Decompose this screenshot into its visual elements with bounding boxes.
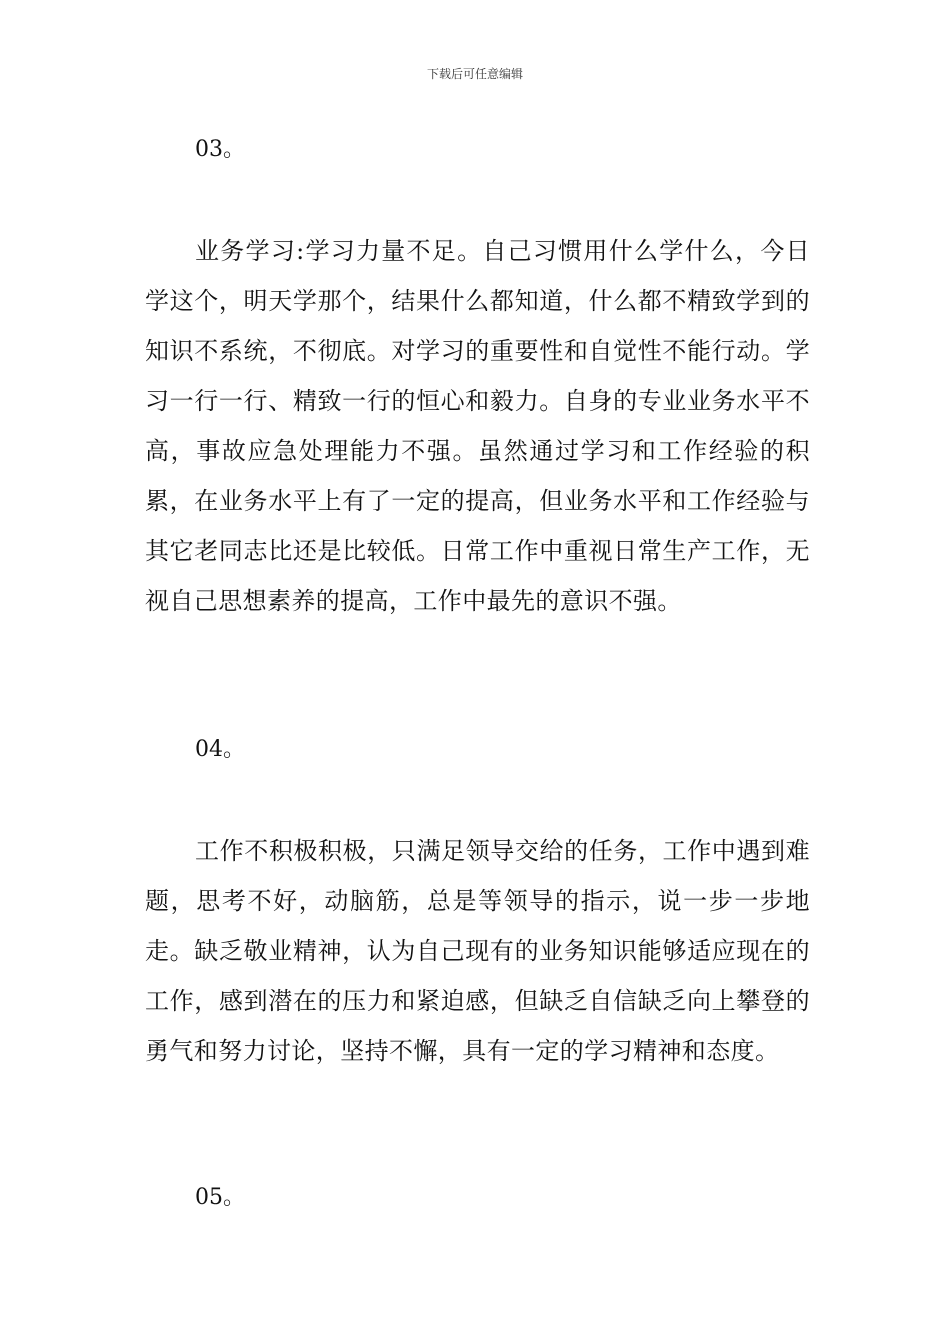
section-paragraph-03: 业务学习:学习力量不足。自己习惯用什么学什么，今日学这个，明天学那个，结果什么都知道，什么都不精致学到的知识不系统，不彻底。对学习的重要性和自觉性不能行动。学习一行一行、精致一行的恒心和毅力。自身的专业业务水平不高，事故应急处理能力不强。虽然通过学习和工作经验的积累，在业务水平上有了一定的提高，但业务水平和工作经验与其它老同志比还是比较低。日常工作中重视日常生产工作，无视自己思想素养的提高，工作中最先的意识不强。 [145, 237, 810, 615]
page-header: 下载后可任意编辑 [426, 67, 523, 81]
section-number-03: 03。 [195, 137, 245, 162]
section-paragraph-04: 工作不积极积极，只满足领导交给的任务，工作中遇到难题，思考不好，动脑筋，总是等领导的指示，说一步一步地走。缺乏敬业精神，认为自己现有的业务知识能够适应现在的工作，感到潜在的压力和紧迫感，但缺乏自信缺乏向上攀登的勇气和努力讨论，坚持不懈，具有一定的学习精神和态度。 [145, 837, 810, 1065]
section-number-05: 05。 [195, 1185, 245, 1210]
section-number-04: 04。 [195, 737, 245, 762]
